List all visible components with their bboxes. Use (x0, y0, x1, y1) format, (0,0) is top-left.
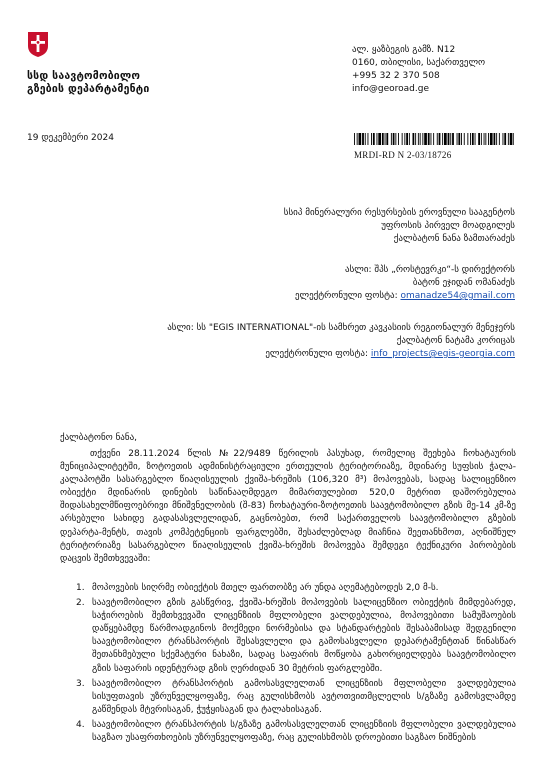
org-name-line2: გზების დეპარტამენტი (27, 83, 150, 95)
copy1-email-row (295, 290, 515, 303)
org-name-line1: სსდ საავტომობილო (27, 70, 141, 82)
list-item: 1. მოპოვების სიღრმე ობიექტის მთელ ფართობზე არ უნდა აღემატებოდეს 2,0 მ-ს. (76, 583, 439, 593)
salutation: ქალბატონო ნანა, (60, 433, 138, 443)
recipient-block-copy1 (295, 264, 515, 303)
address-line2: 0160, თბილისი, საქართველო (352, 58, 486, 68)
contact-block (352, 44, 485, 96)
phone-number: +995 32 2 370 508 (352, 71, 440, 81)
list-item: 4. საავტომობილო ტრანსპორტის ს/გზაზე გამოსასვლელთან ლიცენზიის მფლობელი ვალდებულია საგზაო უსაფრთხოების უზრუნველყოფაზე, რაც გულისხმობს დროებითი საგზაო ნიშნების (76, 719, 516, 744)
georgia-coat-of-arms-icon (27, 30, 49, 58)
recipient-block-copy2 (167, 322, 515, 361)
organization-name (27, 70, 149, 96)
conditions-list (76, 582, 516, 747)
list-item: 2. საავტომობილო გზის გასწვრივ, ქვიშა-ხრეშის მოპოვების სალიცენზიო ობიექტის მიმდებარედ, საჭიროების შემთხვევაში ლიცენზიის მფლობელი ვალდებულია, მოპოვებითი სამუშაოების დაწყებამდე წარმოადგინოს მოქმედი ნორმებისა და სტანდარტების შესაბამისად შედგენილი საავტომობილო ტრანსპორტის შესასვლელი და გამოსასვლელი დეპარტამენტთან წინასწარ შეთანხმებული სქემატური ნახაზი, სადაც საფარის მოწყობა გახორციელდება საავტომობილო გზის საფარის იდენტურად გზის ღერძიდან 30 მეტრის ფარგლებში. (76, 598, 516, 674)
intro-paragraph: თქვენი 28.11.2024 წლის №22/9489 წერილის პასუხად, რომელიც შეეხება ჩოხატაურის მუნიციპალიტეტში, ზოტოეთის ადმინისტრაციული ერთეულის ტერიტორიაზე, მდინარე სუფსის ჭალა-კალაპოტში სასარგებლო წიაღისეულის ქვიშა-ხრეშის (106,320 მ³) მოპოვებას, სადაც სალიცენზიო ობიექტი მდინარის დინების საწინააღმდეგო მიმართულებით 520,0 მეტრით დაშორებულია შიდასახელმწიფოებრივი მნიშვნელობის (შ-83) ჩოხატაური-ზოტოეთის საავტომობილო გზის მე-14 კმ-ზე არსებული სახიდე გადასასვლელიდან, გაცნობებთ, რომ საქართველოს საავტომობილო გზების დეპარტა-მენტს, თავის კომპეტენციის ფარგლებში, შესაძლებლად მიაჩნია შეეთანხმოთ, აღნიშნულ ტერიტორიაზე სასარგებლო წიაღისეულის ქვიშა-ხრეშის მოპოვება შემდეგი ტექნიკური პირობების დაცვის შემთხვევაში: (60, 449, 516, 564)
org-email[interactable]: info@georoad.ge (352, 84, 429, 94)
copy1-email-link[interactable]: omanadze54@gmail.com (400, 291, 515, 301)
copy1-line2: ბატონ ეჯიდან ომანაძეს (412, 278, 515, 288)
letter-date: 19 დეკემბერი 2024 (27, 133, 114, 143)
recipient-block-main (284, 207, 515, 246)
copy2-email-link[interactable]: info_projects@egis-georgia.com (370, 349, 515, 359)
barcode-icon (354, 133, 514, 145)
recipient-line2: უფროსის პირველ მოადგილეს (381, 221, 515, 231)
copy1-line1: ასლი: შპს „როსტევრკი“-ს დირექტორს (345, 265, 515, 275)
list-item: 3. საავტომობილო ტრანსპორტის გამოსასვლელთან ლიცენზიის მფლობელი ვალდებულია სისუფთავის უზრუნველყოფაზე, რაც გულისხმობს ავტოთვითმცლელის ს/გზაზე გამოსვლამდე გაწმენდას მტვრისაგან, ჭუჭყისაგან და ტალახისაგან. (76, 678, 516, 715)
letter-body (60, 448, 516, 566)
recipient-line1: სსიპ მინერალური რესურსების ეროვნული სააგენტოს (283, 208, 515, 218)
copy1-email-label: ელექტრონული ფოსტა: (294, 291, 398, 301)
copy2-email-label: ელექტრონული ფოსტა: (265, 349, 369, 359)
address-line1: ალ. ყაზბეგის გამზ. N12 (352, 45, 456, 55)
document-number: MRDI-RD N 2-03/18726 (354, 150, 452, 160)
recipient-line3: ქალბატონ ნანა ზამთარაძეს (393, 234, 515, 244)
copy2-email-row (167, 348, 515, 361)
copy2-line1: ასლი: სს "EGIS INTERNATIONAL"-ის სამხრეთ კავკასიის რეგიონალურ მენეჯერს (167, 323, 515, 333)
copy2-line2: ქალბატონ ნატამა კორიცას (396, 336, 515, 346)
